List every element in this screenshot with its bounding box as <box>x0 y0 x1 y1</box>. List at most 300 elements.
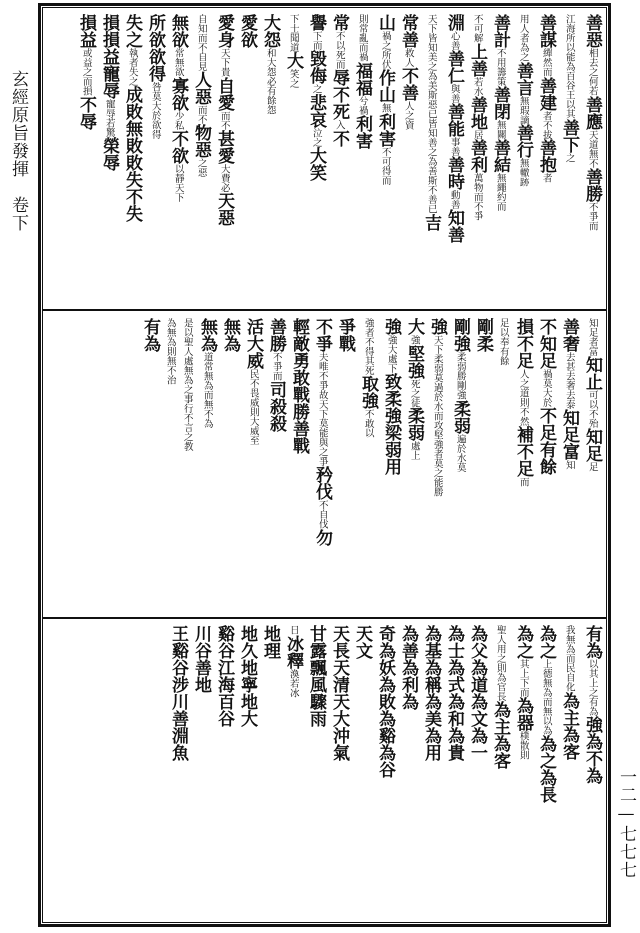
annotation-run: 強者不得其死 <box>362 318 374 375</box>
main-text-run: 為式 <box>444 659 464 693</box>
annotation-run: 下而 <box>310 31 322 50</box>
main-text-run: 活 <box>243 318 263 335</box>
main-text-run: 為客 <box>559 725 579 760</box>
text-column <box>195 318 218 610</box>
annotation-run: 禍之所伏 <box>379 31 391 69</box>
main-text-run: 大 <box>404 318 424 335</box>
annotation-run: 無瑕謫 <box>517 95 529 124</box>
annotation-run: 死之徒 <box>408 378 420 407</box>
annotation-run: 常無欲 <box>172 48 184 77</box>
annotation-run: 泣之 <box>310 127 322 147</box>
annotation-run: 處上 <box>408 441 420 460</box>
main-text-run: 愛身 <box>214 14 234 48</box>
main-text-run: 死 <box>329 103 349 120</box>
main-text-run: 為基 <box>421 625 441 659</box>
text-column <box>138 318 161 610</box>
main-text-run: 善勝 <box>582 167 602 202</box>
text-column <box>166 625 189 917</box>
text-column <box>235 625 258 917</box>
main-text-run: 善淵 <box>168 710 188 744</box>
annotation-run: 以其上之有為 <box>586 659 598 716</box>
annotation-run: 繟然而 <box>540 48 552 77</box>
main-text-run: 為父 <box>467 625 487 659</box>
annotation-run: 民不畏威則大威至 <box>247 369 259 445</box>
main-text-run: 強為 <box>582 716 602 750</box>
main-text-run: 天清 <box>329 659 349 693</box>
main-text-run: 寵辱 <box>99 65 119 99</box>
main-text-run: 大 <box>283 52 303 69</box>
annotation-run: 咎莫大於欲得 <box>149 82 161 139</box>
annotation-run: 為無為則無不治 <box>164 318 176 385</box>
text-column <box>396 625 419 917</box>
annotation-run: 與善 <box>448 84 460 103</box>
annotation-run: 夫唯不爭故天下莫能與之爭 <box>316 352 328 466</box>
annotation-run: 不爭而 <box>586 201 598 230</box>
annotation-run: 自知而不自見 <box>195 14 207 71</box>
main-text-run: 善應 <box>582 95 602 130</box>
main-text-run: 所欲 <box>145 14 165 48</box>
main-text-run: 爭戰 <box>335 318 355 352</box>
main-text-run: 不爭 <box>312 318 332 352</box>
main-text-run: 天長 <box>329 625 349 659</box>
text-column <box>419 625 442 917</box>
annotation-run: 執者失之 <box>126 48 138 86</box>
text-column <box>425 318 448 610</box>
main-text-run: 不欲 <box>168 129 188 164</box>
main-text-run: 善地 <box>467 95 487 130</box>
main-text-run: 福 <box>352 61 372 79</box>
text-column <box>580 318 603 610</box>
main-text-run: 為谷 <box>375 744 395 778</box>
annotation-run: 相去之何若 <box>586 48 598 96</box>
annotation-run: 其上下而 <box>517 659 529 697</box>
annotation-run: 笑之 <box>287 69 299 88</box>
text-column <box>304 14 327 304</box>
main-text-run: 知善 <box>444 209 464 243</box>
text-column <box>557 318 580 610</box>
annotation-run: 不敢以 <box>362 409 374 438</box>
main-text-run: 常善 <box>398 14 418 48</box>
main-text-run: 無敗 <box>122 120 142 154</box>
text-column <box>373 14 396 304</box>
main-text-run: 有為 <box>140 318 160 352</box>
main-text-run: 侮 <box>306 67 326 84</box>
main-text-run: 涉川 <box>168 676 188 710</box>
text-column <box>465 625 488 917</box>
main-text-run: 善言 <box>513 61 533 96</box>
main-text-run: 自愛 <box>214 76 234 111</box>
annotation-run: 渙若冰 <box>287 668 299 697</box>
panel-middle <box>46 318 603 610</box>
main-text-run: 為用 <box>421 727 441 761</box>
annotation-run: 是以聖人處無為之事行不言之教 <box>181 318 193 451</box>
text-column <box>212 625 235 917</box>
main-text-run: 為道 <box>467 659 487 693</box>
main-text-run: 善 <box>559 318 579 335</box>
main-text-run: 損益 <box>76 14 96 48</box>
main-text-run: 冰釋 <box>283 634 303 669</box>
annotation-run: 之 <box>563 152 575 162</box>
main-text-run: 不失 <box>122 188 142 222</box>
main-text-run: 戰勝 <box>289 386 309 420</box>
annotation-run: 遍於水莫 <box>454 433 466 472</box>
main-text-run: 善謀 <box>536 14 556 48</box>
main-text-run: 大笑 <box>306 146 326 181</box>
annotation-run: 天下皆知美之為美斯惡已皆知善之為善斯不善已 <box>425 14 437 214</box>
main-text-run: 不辱 <box>76 95 96 130</box>
text-column <box>218 318 241 610</box>
panel-top <box>46 14 603 304</box>
main-text-run: 為美 <box>421 693 441 727</box>
main-text-run: 沖氣 <box>329 727 349 761</box>
text-column <box>258 625 281 917</box>
main-text-run: 弱用 <box>381 441 401 475</box>
main-text-run: 不足 <box>536 407 556 441</box>
text-column <box>143 14 166 304</box>
main-text-run: 害 <box>352 131 372 149</box>
annotation-run: 者不拔 <box>540 110 552 139</box>
annotation-run: 無 <box>379 103 391 113</box>
annotation-run: 寵辱若驚 <box>103 99 115 137</box>
main-text-run: 地理 <box>260 625 280 659</box>
annotation-run: 而 <box>517 477 529 487</box>
main-text-run: 甘露 <box>306 625 326 659</box>
text-column <box>310 318 333 610</box>
main-text-run: 毀 <box>306 50 326 67</box>
main-text-run: 強梁 <box>381 407 401 441</box>
main-text-run: 不 <box>329 86 349 103</box>
main-text-run: 飄風 <box>306 659 326 693</box>
text-column <box>350 14 373 304</box>
annotation-run: 若水 <box>471 76 483 96</box>
annotation-run: 用人者為之 <box>517 14 529 62</box>
main-text-run: 善時 <box>444 156 464 190</box>
annotation-run: 則常亂而禍 <box>356 14 368 62</box>
main-text-run: 為之 <box>513 625 533 659</box>
text-column <box>402 318 425 610</box>
text-column <box>189 14 212 304</box>
text-column <box>442 625 465 917</box>
text-column <box>74 14 97 304</box>
text-column <box>327 625 350 917</box>
main-text-run: 無為 <box>220 318 240 352</box>
main-text-run: 損 <box>99 14 119 31</box>
annotation-run: 足 <box>586 462 598 472</box>
text-column <box>350 625 373 917</box>
text-column <box>534 318 557 610</box>
annotation-run: 事善 <box>448 137 460 156</box>
text-column <box>373 625 396 917</box>
annotation-run: 不用籌策 <box>494 48 506 86</box>
main-text-run: 為士 <box>444 625 464 659</box>
main-text-run: 為貴 <box>444 727 464 761</box>
main-text-run: 江海 <box>214 659 234 693</box>
main-text-run: 地久 <box>237 625 257 659</box>
annotation-run: 江海所以能為百谷王以其 <box>563 14 575 119</box>
text-column <box>488 14 511 304</box>
main-text-run: 司殺 <box>266 380 286 415</box>
text-column <box>442 14 465 304</box>
text-column <box>281 14 304 304</box>
main-text-run: 大威 <box>243 335 263 369</box>
main-text-run: 善下 <box>559 118 579 153</box>
main-text-run: 不知足 <box>536 318 556 369</box>
text-column <box>356 318 379 610</box>
annotation-run: 日 <box>287 625 299 635</box>
main-text-run: 天惡 <box>214 192 234 226</box>
main-text-run: 譽 <box>306 14 326 31</box>
text-column <box>557 625 580 917</box>
main-text-run: 柔弱 <box>404 407 424 441</box>
main-text-run: 勇敢 <box>289 352 309 386</box>
main-text-run: 欲得 <box>145 48 165 82</box>
main-text-run: 善利 <box>467 139 487 173</box>
main-text-run: 無欲 <box>168 14 188 48</box>
main-text-run: 谿谷 <box>168 642 188 676</box>
main-text-run: 取強 <box>358 375 378 409</box>
text-column <box>448 318 471 610</box>
side-page-number: 一二—七七七 <box>616 768 636 879</box>
main-text-run: 愛欲 <box>237 14 257 48</box>
annotation-run: 天道無不 <box>586 129 598 168</box>
text-column <box>189 625 212 917</box>
annotation-run: 不以死而 <box>333 31 345 69</box>
main-text-run: 為主 <box>490 701 510 735</box>
main-text-run: 善惡 <box>582 14 602 48</box>
main-text-run: 利 <box>352 114 372 132</box>
main-text-run: 善計 <box>490 14 510 48</box>
main-text-run: 天文 <box>352 625 372 659</box>
main-text-run: 強 <box>427 318 447 335</box>
annotation-run: 上德無為而無以為 <box>540 659 552 735</box>
main-text-run: 富 <box>559 443 579 460</box>
text-column <box>235 14 258 304</box>
annotation-run: 之惡 <box>195 158 207 177</box>
main-text-run: 剛柔 <box>473 318 493 352</box>
main-text-run: 善結 <box>490 139 510 173</box>
main-text-run: 成敗 <box>122 86 142 120</box>
main-text-run: 驟雨 <box>306 693 326 727</box>
main-text-run: 寡欲 <box>168 76 188 111</box>
annotation-run: 強 <box>408 335 420 345</box>
main-text-run: 剛強 <box>450 318 470 352</box>
text-column <box>557 14 580 304</box>
main-text-run: 吉 <box>421 213 441 231</box>
annotation-run: 天下柔弱莫過於水而攻堅強者莫之能勝 <box>431 335 443 497</box>
main-text-run: 善行 <box>513 124 533 158</box>
main-text-run: 失之 <box>122 14 142 48</box>
main-text-run: 矜伐 <box>312 466 332 500</box>
text-column <box>580 14 603 304</box>
main-text-run: 輕敵 <box>289 318 309 352</box>
main-text-run: 奇 <box>375 625 395 642</box>
panel-bottom <box>46 625 603 917</box>
annotation-run: 人之資 <box>402 101 414 130</box>
annotation-run: 不爭而 <box>270 352 282 381</box>
annotation-run: 無轍跡 <box>517 158 529 187</box>
main-text-run: 人惡 <box>191 71 211 105</box>
main-text-run: 損不足 <box>513 318 533 369</box>
text-column <box>212 14 235 304</box>
text-column <box>580 625 603 917</box>
annotation-run: 可以不殆 <box>586 390 598 428</box>
main-text-run: 榮辱 <box>99 137 119 171</box>
main-text-run: 為之 <box>536 735 556 769</box>
main-text-run: 為一 <box>467 727 487 761</box>
annotation-run: 者 <box>540 173 552 183</box>
main-text-run: 善抱 <box>536 139 556 173</box>
annotation-run: 知 <box>563 460 575 470</box>
annotation-run: 不自伐 <box>316 500 328 529</box>
main-text-run: 為客 <box>490 735 510 769</box>
text-column <box>304 625 327 917</box>
annotation-run: 人之道則不然 <box>517 369 529 426</box>
main-text-run: 川谷 <box>191 625 211 659</box>
text-column <box>287 318 310 610</box>
text-column <box>534 14 557 304</box>
annotation-run: 天下貴 <box>218 48 230 77</box>
main-text-run: 善戰 <box>289 420 309 454</box>
main-text-run: 辱 <box>329 69 349 86</box>
annotation-run: 以靜天下 <box>172 163 184 202</box>
main-text-run: 地大 <box>237 693 257 727</box>
main-text-run: 為文 <box>467 693 487 727</box>
main-text-run: 為之 <box>536 625 556 659</box>
main-text-run: 淵 <box>444 14 464 31</box>
text-column <box>511 14 534 304</box>
text-column <box>281 625 304 917</box>
main-text-run: 殺 <box>266 414 286 432</box>
main-text-run: 福 <box>352 78 372 96</box>
main-text-run: 為主 <box>559 691 579 726</box>
side-title: 玄經原旨發揮 卷下 <box>8 70 28 232</box>
main-text-run: 強 <box>381 318 401 335</box>
annotation-run: 足以奉有餘 <box>497 318 509 366</box>
annotation-run: 無關 <box>494 120 506 139</box>
main-text-run: 上善 <box>467 42 487 77</box>
main-text-run: 物惡 <box>191 124 211 158</box>
main-text-run: 悲哀 <box>306 93 326 128</box>
main-text-run: 利害 <box>375 112 395 147</box>
main-text-run: 善勝 <box>266 318 286 352</box>
annotation-run: 大費必 <box>218 163 230 192</box>
text-column <box>327 14 350 304</box>
main-text-run: 奢 <box>559 335 579 352</box>
section-divider-top <box>42 309 607 311</box>
annotation-run: 而不 <box>218 110 230 130</box>
text-column <box>534 625 557 917</box>
text-column <box>511 625 534 917</box>
main-text-run: 為 <box>398 693 418 710</box>
main-text-run: 有為 <box>582 625 602 659</box>
annotation-run: 萬物而不爭 <box>471 173 483 221</box>
annotation-run: 救人 <box>402 48 414 67</box>
text-column <box>264 318 287 610</box>
text-column <box>396 14 419 304</box>
annotation-run: 強大處下 <box>385 335 397 373</box>
main-text-run: 常 <box>329 14 349 31</box>
main-text-run: 善地 <box>191 659 211 693</box>
text-column <box>465 14 488 304</box>
text-column <box>494 318 511 610</box>
annotation-run: 禍莫大於 <box>540 369 552 407</box>
annotation-run: 聖人用之則為官長 <box>494 625 506 701</box>
annotation-run: 知足者富 <box>586 318 598 356</box>
text-column <box>97 14 120 304</box>
annotation-run: 入 <box>333 120 345 130</box>
annotation-run: 我無為而民自化 <box>563 625 575 692</box>
main-text-run: 為谿 <box>375 710 395 744</box>
main-text-run: 善閉 <box>490 86 510 120</box>
text-column <box>333 318 356 610</box>
main-text-run: 魚 <box>168 744 188 761</box>
annotation-run: 柔弱勝剛強 <box>454 352 466 400</box>
annotation-run: 樸散則 <box>517 731 529 760</box>
main-text-run: 甚愛 <box>214 129 234 164</box>
main-text-run: 知足 <box>559 409 579 443</box>
text-column <box>241 318 264 610</box>
main-text-run: 王 <box>168 625 188 642</box>
main-text-run: 善能 <box>444 103 464 137</box>
annotation-run: 而不 <box>195 105 207 124</box>
main-text-run: 為器 <box>513 697 533 731</box>
main-text-run: 堅強 <box>404 344 424 379</box>
main-text-run: 善仁 <box>444 50 464 84</box>
text-column <box>178 318 195 610</box>
main-text-run: 為稱 <box>421 659 441 693</box>
annotation-run: 兮禍 <box>356 95 368 115</box>
annotation-run: 動善 <box>448 190 460 209</box>
main-text-run: 勿 <box>312 528 332 546</box>
annotation-run: 無繩約而 <box>494 173 506 211</box>
main-text-run: 為善 <box>398 625 418 659</box>
annotation-run: 心善 <box>448 31 460 50</box>
main-text-run: 有餘 <box>536 441 556 475</box>
text-column <box>488 625 511 917</box>
text-column <box>258 14 281 304</box>
main-text-run: 為敗 <box>375 676 395 710</box>
main-text-run: 山 <box>375 14 395 31</box>
annotation-run: 下士聞道 <box>287 14 299 52</box>
main-text-run: 地寧 <box>237 659 257 693</box>
main-text-run: 知止 <box>582 356 602 390</box>
annotation-run: 不可解 <box>471 14 483 43</box>
main-text-run: 柔弱 <box>450 399 470 434</box>
main-text-run: 善建 <box>536 76 556 111</box>
annotation-run: 或益之而損 <box>80 48 92 96</box>
main-text-run: 不 <box>329 129 349 147</box>
text-column <box>120 14 143 304</box>
main-text-run: 敗失 <box>122 154 142 188</box>
main-text-run: 作山 <box>375 69 395 103</box>
text-column <box>471 318 494 610</box>
main-text-run: 損益 <box>99 31 119 65</box>
text-column <box>379 318 402 610</box>
text-column <box>161 318 178 610</box>
annotation-run: 之 <box>310 84 322 94</box>
main-text-run: 百谷 <box>214 693 234 727</box>
annotation-run: 去甚去奢去泰 <box>563 352 575 409</box>
main-text-run: 知足 <box>582 428 602 462</box>
annotation-run: 居 <box>471 129 483 139</box>
text-column <box>166 14 189 304</box>
main-text-run: 不善 <box>398 67 418 101</box>
main-text-run: 補不足 <box>513 426 533 477</box>
annotation-run: 少私 <box>172 110 184 130</box>
main-text-run: 谿谷 <box>214 625 234 659</box>
main-text-run: 為和 <box>444 693 464 727</box>
main-text-run: 不為 <box>582 750 602 784</box>
